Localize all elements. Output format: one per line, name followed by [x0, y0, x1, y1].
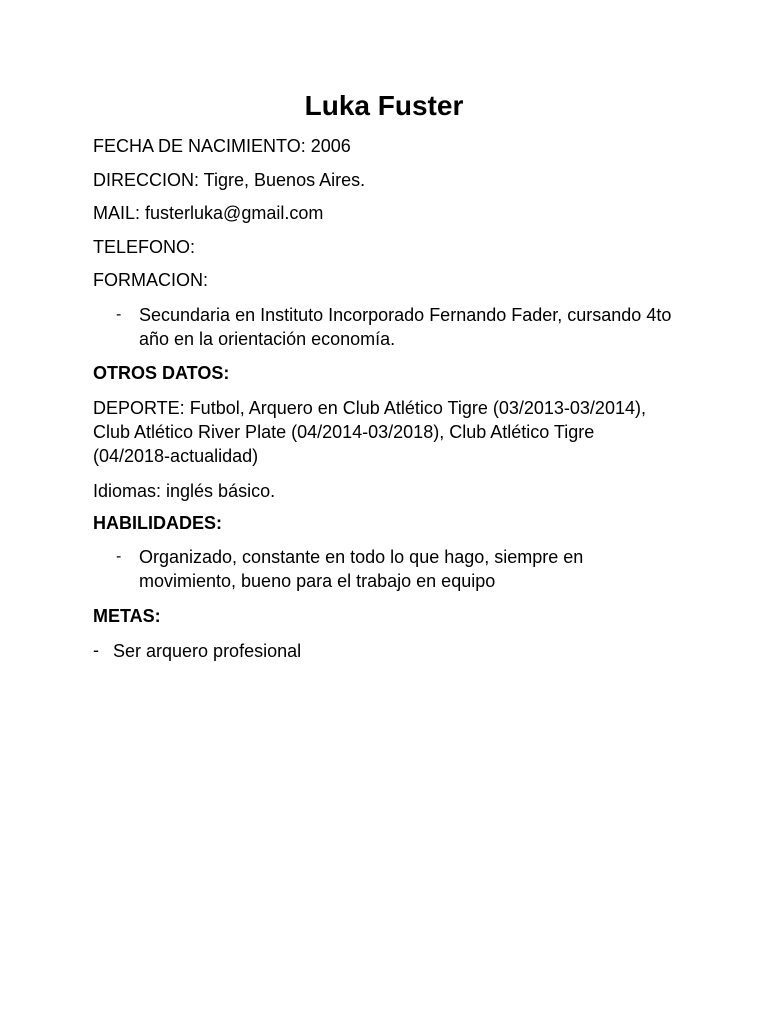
bullet-dash: -: [116, 306, 122, 323]
bullet-dash: -: [116, 548, 122, 565]
phone-line: TELEFONO:: [93, 237, 196, 257]
other-data-heading: OTROS DATOS:: [93, 363, 230, 383]
bullet-dash: -: [93, 640, 99, 660]
resume-title: Luka Fuster: [304, 90, 464, 121]
sport-paragraph: DEPORTE: Futbol, Arquero en Club Atlético Tigre (03/2013-03/2014), Club Atlético River Plate (04/2014-03/2018), Club Atlético Tigre (04/2018-actualidad): [93, 398, 646, 466]
languages-line: Idiomas: inglés básico.: [93, 481, 276, 501]
mail-line: MAIL: fusterluka@gmail.com: [93, 203, 324, 223]
address-line: DIRECCION: Tigre, Buenos Aires.: [93, 170, 366, 190]
goals-item-text: Ser arquero profesional: [113, 641, 302, 661]
skills-heading: HABILIDADES:: [93, 513, 222, 533]
education-item-text: Secundaria en Instituto Incorporado Fernando Fader, cursando 4to año en la orientación economía.: [139, 305, 672, 349]
birth-date-line: FECHA DE NACIMIENTO: 2006: [93, 136, 351, 156]
goals-heading: METAS:: [93, 606, 161, 626]
skills-item-text: Organizado, constante en todo lo que hago, siempre en movimiento, bueno para el trabajo en equipo: [139, 547, 584, 591]
education-heading: FORMACION:: [93, 270, 208, 290]
